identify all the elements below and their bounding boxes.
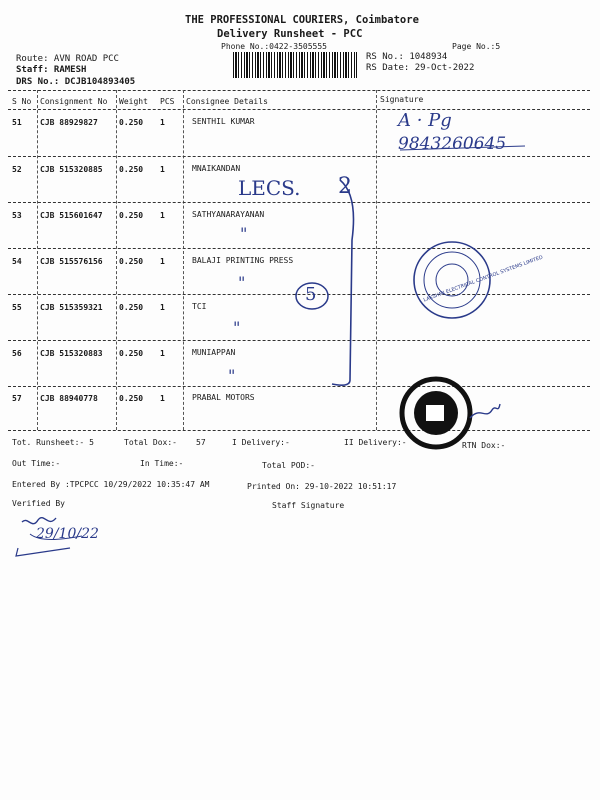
out-time: Out Time:- <box>12 459 61 468</box>
header-signature: Signature <box>380 95 424 104</box>
handwritten-signature: A · Pg <box>398 110 452 131</box>
document-title: Delivery Runsheet - PCC <box>217 28 363 40</box>
handwritten-count: 2 <box>338 174 352 199</box>
rs-number: RS No.: 1048934 <box>366 52 448 62</box>
header-consignment: Consignment No <box>40 97 108 106</box>
row-consignment: CJB 515320885 <box>40 165 103 174</box>
drs-number: DRS No.: DCJB104893405 <box>16 77 136 87</box>
row-consignee: MNAIKANDAN <box>192 164 241 173</box>
row-sno: 51 <box>12 118 22 127</box>
row-pcs: 1 <box>160 257 165 266</box>
header-pcs: PCS <box>160 97 175 106</box>
row-consignee: SATHYANARAYANAN <box>192 210 265 219</box>
row-weight: 0.250 <box>119 394 144 403</box>
row-pcs: 1 <box>160 211 165 220</box>
row-weight: 0.250 <box>119 349 144 358</box>
handwritten-phone: 9843260645 <box>398 134 507 154</box>
row-consignee: SENTHIL KUMAR <box>192 117 255 126</box>
staff: Staff: RAMESH <box>16 65 87 75</box>
company-name: THE PROFESSIONAL COURIERS, Coimbatore <box>185 14 419 26</box>
circled-number: 5 <box>305 284 317 305</box>
stamp-text: LAKSHMI ELECTRICAL CONTROL SYSTEMS LIMITED <box>422 254 544 304</box>
row-weight: 0.250 <box>119 211 144 220</box>
i-delivery: I Delivery:- <box>232 438 290 447</box>
row-consignee: BALAJI PRINTING PRESS <box>192 256 294 265</box>
row-weight: 0.250 <box>119 165 144 174</box>
row-consignment: CJB 515320883 <box>40 349 103 358</box>
ditto-mark: " <box>240 224 248 243</box>
row-pcs: 1 <box>160 303 165 312</box>
row-sno: 57 <box>12 394 22 403</box>
printed-on: Printed On: 29-10-2022 10:51:17 <box>247 482 397 491</box>
row-consignee: PRABAL MOTORS <box>192 393 255 402</box>
rtn-dox: RTN Dox:- <box>462 441 506 450</box>
row-consignment: CJB 515359321 <box>40 303 103 312</box>
row-pcs: 1 <box>160 118 165 127</box>
handwritten-lecs: LECS. <box>238 176 301 200</box>
ditto-mark: " <box>228 366 236 385</box>
row-sno: 53 <box>12 211 22 220</box>
row-pcs: 1 <box>160 349 165 358</box>
ditto-mark: " <box>233 318 241 337</box>
row-consignment: CJB 515601647 <box>40 211 103 220</box>
row-weight: 0.250 <box>119 118 144 127</box>
row-consignee: MUNIAPPAN <box>192 348 236 357</box>
row-consignment: CJB 515576156 <box>40 257 103 266</box>
total-dox-value: 57 <box>196 438 206 447</box>
phone-number: Phone No.:0422-3505555 <box>221 42 327 51</box>
ditto-mark: " <box>238 273 246 292</box>
page-number: Page No.:5 <box>452 42 501 51</box>
entered-by: Entered By :TPCPCC 10/29/2022 10:35:47 AM <box>12 480 210 489</box>
row-sno: 56 <box>12 349 22 358</box>
staff-signature: Staff Signature <box>272 501 345 510</box>
rs-date: RS Date: 29-Oct-2022 <box>366 63 475 73</box>
row-consignee: TCI <box>192 302 207 311</box>
verified-by: Verified By <box>12 499 65 508</box>
header-weight: Weight <box>119 97 148 106</box>
header-consignee: Consignee Details <box>186 97 268 106</box>
row-weight: 0.250 <box>119 257 144 266</box>
row-sno: 52 <box>12 165 22 174</box>
header-sno: S No <box>12 97 32 106</box>
row-consignment: CJB 88940778 <box>40 394 98 403</box>
verified-signature: 29/10/22 <box>36 526 99 542</box>
total-runsheet: Tot. Runsheet:- 5 <box>12 438 94 447</box>
in-time: In Time:- <box>140 459 184 468</box>
total-pod: Total POD:- <box>262 461 315 470</box>
row-pcs: 1 <box>160 165 165 174</box>
row-pcs: 1 <box>160 394 165 403</box>
row-consignment: CJB 88929827 <box>40 118 98 127</box>
ii-delivery: II Delivery:- <box>344 438 407 447</box>
total-dox-label: Total Dox:- <box>124 438 177 447</box>
row-weight: 0.250 <box>119 303 144 312</box>
row-sno: 54 <box>12 257 22 266</box>
route: Route: AVN ROAD PCC <box>16 54 119 64</box>
row-sno: 55 <box>12 303 22 312</box>
